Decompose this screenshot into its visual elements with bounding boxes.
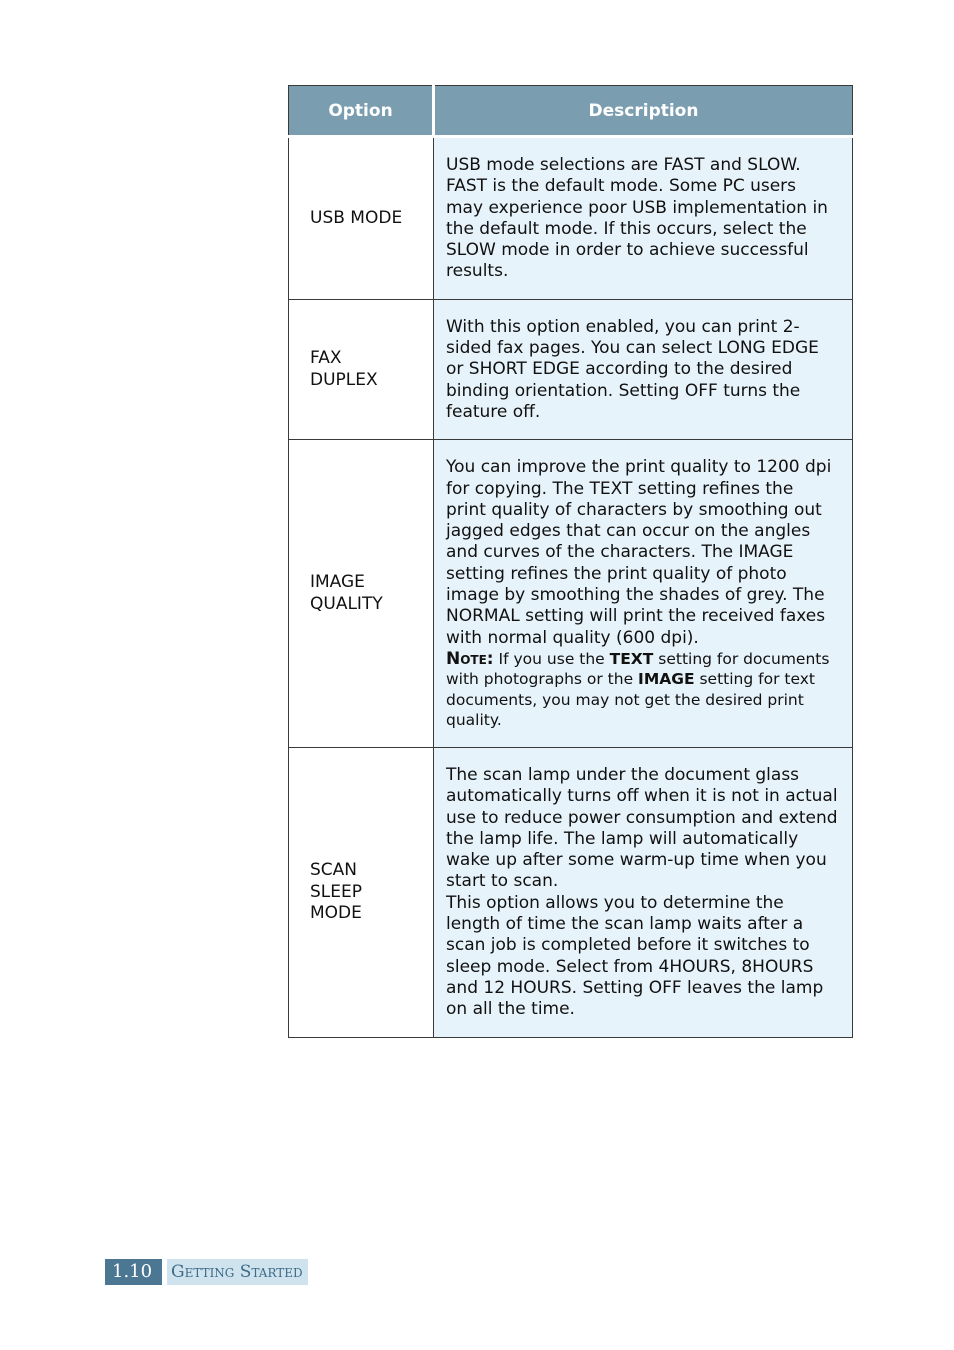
section-title: Getting Started <box>167 1259 308 1285</box>
description-text: With this option enabled, you can print 2-sided fax pages. You can select LONG EDGE or SHORT EDGE according to the desired binding orientation. Setting OFF turns the feature off. <box>446 316 819 422</box>
description-cell <box>434 299 853 439</box>
note-text: If you use the <box>493 649 610 668</box>
option-name-line: SLEEP <box>310 881 362 902</box>
column-header-option: Option <box>289 86 434 137</box>
table-row-scan-sleep-mode <box>289 747 853 1037</box>
option-name-line: DUPLEX <box>310 369 378 390</box>
option-name-line: IMAGE <box>310 572 365 593</box>
column-header-description: Description <box>434 86 853 137</box>
option-name-line: SCAN <box>310 860 358 881</box>
option-name: USB MODE <box>310 207 403 228</box>
description-text: The scan lamp under the document glass automatically turns off when it is not in actual use to reduce power consumption and extend the lamp life. The lamp will automatically wake up after some warm-up time when you start to scan. <box>446 764 838 892</box>
note-keyword-image: IMAGE <box>638 670 695 689</box>
option-name-line: QUALITY <box>310 593 383 614</box>
option-name-line: FAX <box>310 348 342 369</box>
note-text: setting for text documents, you may not get the desired print quality. <box>446 670 815 730</box>
options-table <box>288 85 853 1038</box>
description-cell <box>434 137 853 300</box>
option-cell <box>289 299 434 439</box>
note-label: Note: <box>446 648 494 669</box>
option-name-line: MODE <box>310 902 362 923</box>
note-paragraph <box>446 649 838 731</box>
option-cell <box>289 747 434 1037</box>
description-text: USB mode selections are FAST and SLOW. FAST is the default mode. Some PC users may experience poor USB implementation in the default mode. If this occurs, select the SLOW mode in order to achieve successful results. <box>446 155 828 282</box>
note-text: setting for documents with photographs or the <box>446 649 830 689</box>
table-row-fax-duplex <box>289 299 853 439</box>
note-keyword-text: TEXT <box>609 649 654 668</box>
option-cell <box>289 137 434 300</box>
description-cell <box>434 440 853 748</box>
description-text: You can improve the print quality to 1200 dpi for copying. The TEXT setting refines the print quality of characters by smoothing out jagged edges that can occur on the angles and curves of the characters. The IMAGE setting refines the print quality of photo image by smoothing the shades of grey. The NORMAL setting will print the received faxes with normal quality (600 dpi). <box>446 457 832 648</box>
option-cell <box>289 440 434 748</box>
page-number: 1.10 <box>105 1259 162 1285</box>
table-row-image-quality <box>289 440 853 748</box>
table-header-row <box>289 86 853 137</box>
description-text-2: This option allows you to determine the length of time the scan lamp waits after a scan job is completed before it switches to sleep mode. Select from 4HOURS, 8HOURS and 12 HOURS. Setting OFF leaves the lamp on all the time. <box>446 892 824 1020</box>
page-footer <box>105 1259 308 1285</box>
description-cell <box>434 747 853 1037</box>
table-row-usb-mode <box>289 137 853 300</box>
